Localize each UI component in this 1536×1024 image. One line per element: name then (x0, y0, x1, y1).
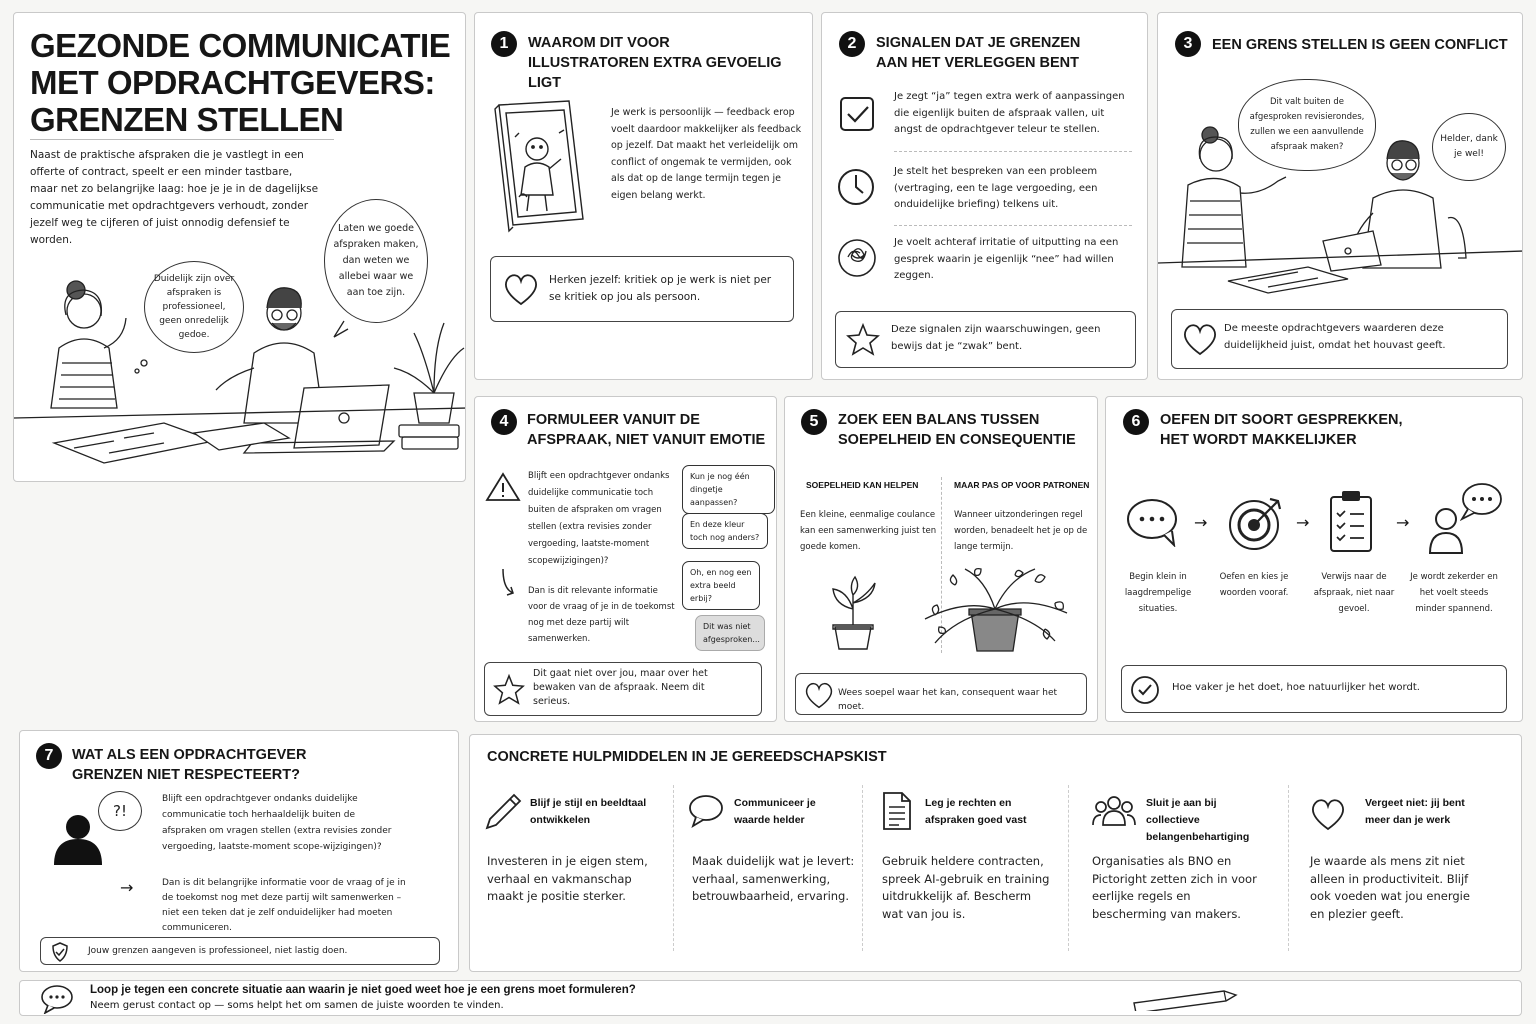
footer-title: Loop je tegen een concrete situatie aan waarin je niet goed weet hoe je een grens moet formuleren? (90, 984, 636, 996)
title-rule (30, 139, 334, 140)
section-title: FORMULEER VANUIT DE AFSPRAAK, NIET VANUIT EMOTIE (527, 412, 766, 448)
info-box-text: Hoe vaker je het doet, hoe natuurlijker het wordt. (1172, 682, 1420, 693)
heart-icon (503, 272, 539, 306)
section-text: Blijft een opdrachtgever ondanks duidelijke communicatie toch buiten de afspraken om vragen stellen (extra revisies zonder vergoeding, laatste-moment scopewijzigingen)? (528, 471, 670, 566)
clock-icon (836, 165, 876, 209)
column-heading: MAAR PAS OP VOOR PATRONEN (954, 480, 1090, 490)
section-7-panel (19, 730, 459, 972)
section-title: WAT ALS EEN OPDRACHTGEVER GRENZEN NIET RESPECTEERT? (72, 747, 307, 783)
pencil-icon (484, 791, 522, 831)
signal-text: Je zegt “ja” tegen extra werk of aanpassingen die eigenlijk buiten de afspraak vallen, uit angst de opdrachtgever teleur te stellen. (894, 91, 1125, 135)
chat-message: Oh, en nog een extra beeld erbij? (682, 561, 760, 610)
framed-drawing-icon (489, 97, 589, 237)
step-label: Begin klein in laagdrempelige situaties. (1124, 572, 1192, 614)
divider (894, 151, 1132, 152)
tool-text: Je waarde als mens zit niet alleen in productiviteit. Blijf ook voeden wat jou energie en plezier geeft. (1310, 854, 1470, 921)
tool-text: Organisaties als BNO en Pictoright zetten zich in voor eerlijke regels en bescherming van makers. (1092, 854, 1257, 921)
info-box (795, 673, 1087, 715)
column-text: Wanneer uitzonderingen regel worden, benadeelt het je op de lange termijn. (954, 510, 1088, 552)
info-box (835, 311, 1136, 368)
section-2-panel (821, 12, 1148, 380)
chat-bubble-icon (1460, 481, 1504, 521)
info-box-text: Herken jezelf: kritiek op je werk is niet per se kritiek op jou als persoon. (549, 274, 772, 303)
section-title: SIGNALEN DAT JE GRENZEN AAN HET VERLEGGEN BENT (876, 35, 1081, 71)
scribble-icon (836, 237, 878, 279)
section-number: 1 (491, 31, 517, 57)
title-line: GEZONDE COMMUNICATIE (30, 27, 451, 64)
person-silhouette-icon (50, 813, 108, 865)
intro-illustration (14, 253, 466, 482)
heart-icon (1310, 797, 1346, 831)
pencil-icon (1130, 987, 1240, 1011)
warning-icon (485, 471, 521, 503)
tools-panel (469, 734, 1522, 972)
column-text: Een kleine, eenmalige coulance kan een samenwerking juist ten goede komen. (800, 510, 937, 552)
section-number: 4 (491, 409, 517, 435)
arrow-right-icon: → (1296, 513, 1310, 532)
info-box-text: De meeste opdrachtgevers waarderen deze duidelijkheid juist, omdat het houvast geeft. (1224, 323, 1446, 351)
clipboard-icon (1328, 487, 1374, 553)
arrow-right-icon: → (1396, 513, 1410, 532)
tool-divider (862, 785, 863, 951)
info-box (1121, 665, 1507, 713)
info-box-text: Dit gaat niet over jou, maar over het bewaken van de afspraak. Neem dit serieus. (533, 668, 708, 707)
small-plant-icon (823, 575, 883, 655)
section-text: Blijft een opdrachtgever ondanks duidelijke communicatie toch herhaaldelijk buiten de afspraken om vragen stellen (extra revisies zonder vergoeding, laatste-moment scope-wijzigingen)? (162, 794, 392, 852)
section-number: 6 (1123, 409, 1149, 435)
speech-bubble-right: Laten we goede afspraken maken, dan weten we allebei waar we aan toe zijn. (324, 199, 428, 323)
tool-title: Leg je rechten en afspraken goed vast (925, 797, 1027, 826)
footer-panel (19, 980, 1522, 1016)
info-box-text: Wees soepel waar het kan, consequent waar het moet. (838, 688, 1058, 712)
tool-text: Maak duidelijk wat je levert: verhaal, samenwerking, betrouwbaarheid, ervaring. (692, 854, 855, 903)
group-icon (1092, 793, 1136, 829)
exclamation-bubble: ?! (98, 791, 142, 831)
step-label: Je wordt zekerder en het voelt steeds minder spannend. (1410, 572, 1498, 614)
speech-bubble-left: Duidelijk zijn over afspraken is professioneel, geen onredelijk gedoe. (144, 261, 244, 353)
chat-bubble-icon (1126, 497, 1182, 547)
arrow-right-icon: → (1194, 513, 1208, 532)
section-number: 7 (36, 743, 62, 769)
arrow-down-icon (499, 567, 519, 599)
check-circle-icon (1130, 675, 1160, 705)
page-title (30, 27, 450, 138)
tool-divider (1068, 785, 1069, 951)
arrow-right-icon: → (120, 878, 134, 897)
info-box (490, 256, 794, 322)
section-number: 3 (1175, 31, 1201, 57)
meeting-illustration (1158, 123, 1523, 303)
heart-icon (1182, 322, 1218, 356)
tool-title: Communiceer je waarde helder (734, 797, 816, 826)
info-box-text: Deze signalen zijn waarschuwingen, geen bewijs dat je “zwak” bent. (891, 324, 1101, 352)
section-number: 5 (801, 409, 827, 435)
info-box-text: Jouw grenzen aangeven is professioneel, niet lastig doen. (88, 946, 348, 956)
step-label: Oefen en kies je woorden vooraf. (1219, 572, 1289, 598)
section-title: OEFEN DIT SOORT GESPREKKEN, HET WORDT MAKKELIJKER (1160, 412, 1403, 448)
title-line: GRENZEN STELLEN (30, 101, 344, 138)
title-line: MET OPDRACHTGEVERS: (30, 64, 435, 101)
section-text-2: Dan is dit relevante informatie voor de vraag of je in de toekomst nog met deze partij wilt samenwerken. (528, 586, 675, 644)
tool-divider (673, 785, 674, 951)
section-6-panel (1105, 396, 1523, 722)
speech-bubble-icon (40, 984, 74, 1014)
section-4-panel (474, 396, 777, 722)
info-box (1171, 309, 1508, 369)
tool-text: Gebruik heldere contracten, spreek AI-gebruik en training uitdrukkelijk af. Bescherm wat van jou is. (882, 854, 1050, 921)
checkbox-icon (838, 95, 876, 133)
tool-title: Vergeet niet: jij bent meer dan je werk (1365, 797, 1465, 826)
section-title: CONCRETE HULPMIDDELEN IN JE GEREEDSCHAPSKIST (487, 749, 887, 765)
section-title: WAAROM DIT VOOR ILLUSTRATOREN EXTRA GEVOELIG LIGT (528, 35, 782, 91)
step-label: Verwijs naar de afspraak, niet naar gevoel. (1313, 572, 1395, 614)
shield-icon (51, 942, 69, 962)
tool-divider (1288, 785, 1289, 951)
section-text: Je werk is persoonlijk — feedback erop voelt daardoor makkelijker als feedback op jezelf. Dat maakt het verleidelijk om conflict of ongemak te vermijden, ook als dat op de lange termijn tegen je eigen belang werkt. (611, 107, 802, 201)
divider (894, 225, 1132, 226)
signal-text: Je stelt het bespreken van een probleem (vertraging, een te lage vergoeding, een onduidelijke briefing) telkens uit. (894, 166, 1098, 210)
section-1-panel (474, 12, 813, 380)
section-5-panel (784, 396, 1098, 722)
chat-message: Dit was niet afgesproken... (695, 615, 765, 651)
star-icon (493, 673, 525, 705)
info-box (484, 662, 762, 716)
section-number: 2 (839, 31, 865, 57)
target-icon (1226, 495, 1284, 553)
tool-title: Blijf je stijl en beeldtaal ontwikkelen (530, 797, 647, 826)
chat-message: En deze kleur toch nog anders? (682, 513, 768, 549)
chat-message: Kun je nog één dingetje aanpassen? (682, 465, 775, 514)
speech-bubble-icon (688, 793, 724, 829)
speech-bubble-left: Dit valt buiten de afgesproken revisierondes, zullen we een aanvullende afspraak maken? (1238, 79, 1376, 171)
intro-text: Naast de praktische afspraken die je vastlegt in een offerte of contract, speelt er een minder tastbare, maar net zo belangrijke laag: hoe je je in de dagelijkse communicatie met opdrachtgevers verhoudt, zonder jezelf weg te cijferen of juist onnodig defensief te worden. (30, 149, 319, 246)
section-title: EEN GRENS STELLEN IS GEEN CONFLICT (1212, 37, 1508, 53)
intro-panel (13, 12, 466, 482)
section-text-2: Dan is dit belangrijke informatie voor de vraag of je in de toekomst nog met deze partij wilt samenwerken – niet een teken dat je zelf onduidelijker had moeten communiceren. (162, 878, 406, 933)
column-heading: SOEPELHEID KAN HELPEN (806, 480, 919, 490)
tool-text: Investeren in je eigen stem, verhaal en vakmanschap maakt je positie sterker. (487, 854, 648, 903)
speech-bubble-right: Helder, dank je wel! (1432, 113, 1506, 181)
section-3-panel (1157, 12, 1523, 380)
section-title: ZOEK EEN BALANS TUSSEN SOEPELHEID EN CONSEQUENTIE (838, 412, 1076, 448)
star-icon (846, 322, 880, 356)
info-box (40, 937, 440, 965)
footer-text: Neem gerust contact op — soms helpt het om samen de juiste woorden te vinden. (90, 1000, 504, 1011)
overgrown-plant-icon (915, 563, 1075, 659)
heart-icon (804, 681, 834, 709)
document-icon (880, 791, 914, 831)
signal-text: Je voelt achteraf irritatie of uitputting na een gesprek waarin je eigenlijk “nee” had willen zeggen. (894, 237, 1119, 281)
tool-title: Sluit je aan bij collectieve belangenbehartiging (1146, 797, 1250, 843)
